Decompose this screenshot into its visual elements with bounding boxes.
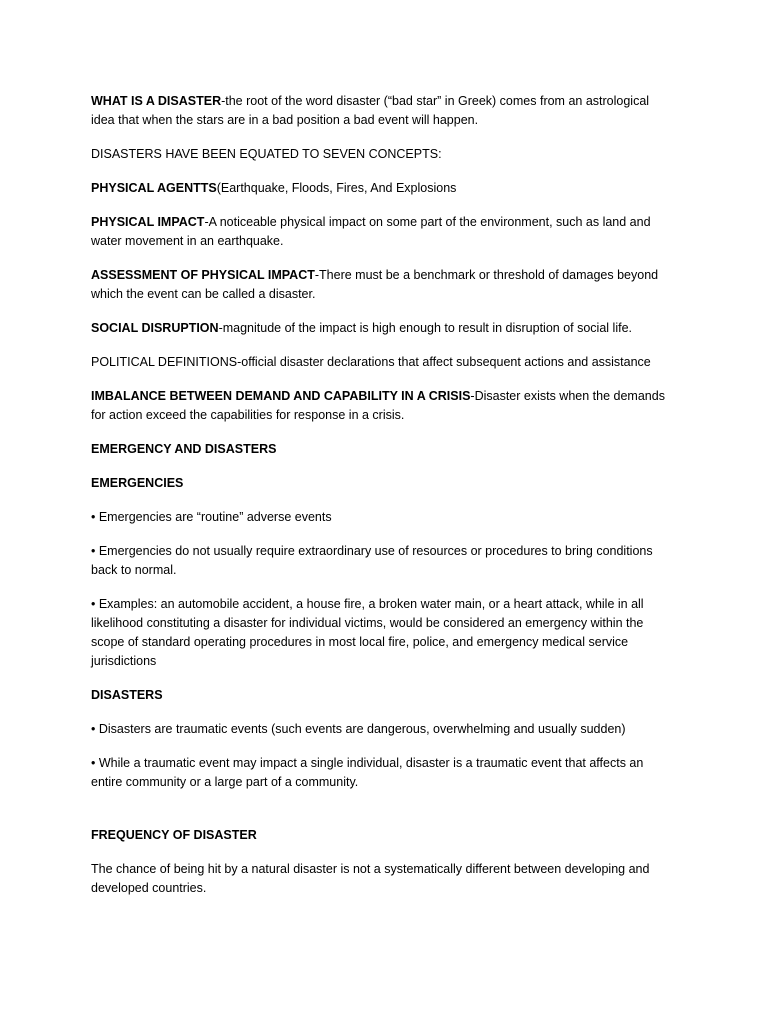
physical-agents-text: (Earthquake, Floods, Fires, And Explosions xyxy=(216,181,457,195)
imbalance-text: -Disaster exists when the demands for action exceed the capabilities for response in a crisis. xyxy=(91,389,665,422)
what-is-disaster-text: -the root of the word disaster (“bad star” in Greek) comes from an astrological idea that when the stars are in a bad position a bad event will happen. xyxy=(91,94,650,127)
emergency-and-disasters-heading-text: EMERGENCY AND DISASTERS xyxy=(91,442,277,456)
disasters-heading-text: DISASTERS xyxy=(91,688,163,702)
frequency-heading-text: FREQUENCY OF DISASTER xyxy=(91,828,257,842)
disasters-bullet-2: • While a traumatic event may impact a single individual, disaster is a traumatic event that affects an entire community or a large part of a community. xyxy=(91,756,644,789)
frequency-heading xyxy=(91,826,671,845)
emergencies-heading-text: EMERGENCIES xyxy=(91,476,184,490)
social-disruption-paragraph xyxy=(91,319,671,338)
political-definitions-paragraph: POLITICAL DEFINITIONS-official disaster declarations that affect subsequent actions and assistance xyxy=(91,355,651,369)
frequency-paragraph: The chance of being hit by a natural disaster is not a systematically different between developing and developed countries. xyxy=(91,862,650,895)
disasters-bullet-1: • Disasters are traumatic events (such events are dangerous, overwhelming and usually sudden) xyxy=(91,722,626,736)
assessment-paragraph xyxy=(91,266,671,304)
disasters-heading xyxy=(91,686,671,705)
imbalance-heading: IMBALANCE BETWEEN DEMAND AND CAPABILITY IN A CRISIS xyxy=(91,389,471,403)
social-disruption-text: -magnitude of the impact is high enough to result in disruption of social life. xyxy=(218,321,632,335)
imbalance-paragraph xyxy=(91,387,671,425)
physical-agents-heading: PHYSICAL AGENTTS xyxy=(91,181,217,195)
physical-impact-paragraph xyxy=(91,213,671,251)
what-is-disaster-paragraph xyxy=(91,92,671,130)
physical-agents-paragraph xyxy=(91,179,671,198)
emergency-and-disasters-heading xyxy=(91,440,671,459)
physical-impact-text: -A noticeable physical impact on some part of the environment, such as land and water movement in an earthquake. xyxy=(91,215,651,248)
assessment-text: -There must be a benchmark or threshold of damages beyond which the event can be called a disaster. xyxy=(91,268,659,301)
emergencies-bullet-1: • Emergencies are “routine” adverse events xyxy=(91,510,332,524)
seven-concepts-intro: DISASTERS HAVE BEEN EQUATED TO SEVEN CONCEPTS: xyxy=(91,147,442,161)
assessment-heading: ASSESSMENT OF PHYSICAL IMPACT xyxy=(91,268,315,282)
emergencies-bullet-2: • Emergencies do not usually require extraordinary use of resources or procedures to bring conditions back to normal. xyxy=(91,544,653,577)
emergencies-bullet-3: • Examples: an automobile accident, a house fire, a broken water main, or a heart attack, while in all likelihood constituting a disaster for individual victims, would be considered an emergency within the scope of standard operating procedures in most local fire, police, and emergency medical service jurisdictions xyxy=(91,597,644,668)
document-body xyxy=(91,92,671,913)
social-disruption-heading: SOCIAL DISRUPTION xyxy=(91,321,219,335)
what-is-disaster-heading: WHAT IS A DISASTER xyxy=(91,94,222,108)
physical-impact-heading: PHYSICAL IMPACT xyxy=(91,215,205,229)
emergencies-heading xyxy=(91,474,671,493)
